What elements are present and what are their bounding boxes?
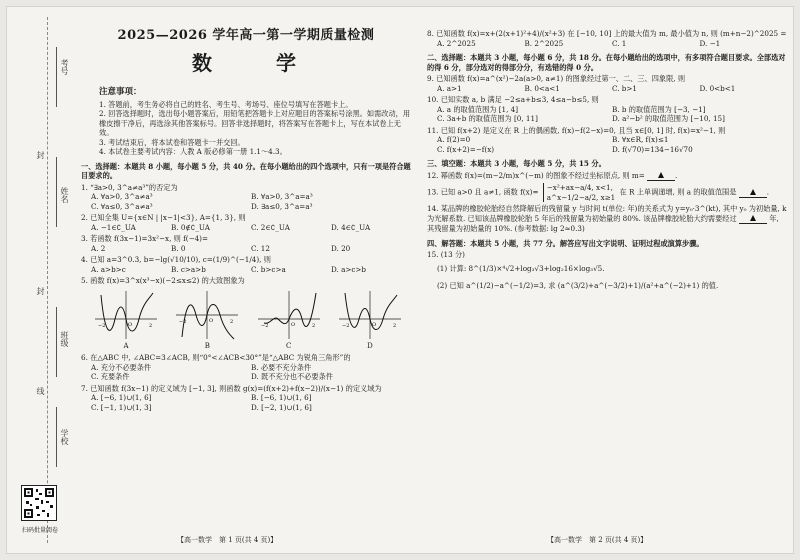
answer-blank [647,171,675,182]
option-b: B. 0 [171,243,186,253]
option-d: D. a²−b² 的取值范围为 [−10, 15] [612,114,725,123]
option-a: A. [−6, 1)∪(1, 6] [91,393,152,402]
option-d: D. 4∈∁_UA [331,222,371,232]
binding-dashed-line [47,17,48,543]
option-b: B. 0∉∁_UA [171,222,210,232]
origin-label: O [209,317,214,324]
field-label-school: 学校 [60,429,69,445]
option-a: A. ∀a>0, 3^a≠a³ [91,192,153,202]
answer-blank [739,188,767,199]
axis-tick-label: 2 [149,322,153,329]
option-d: D. 20 [331,243,351,253]
piecewise-function [543,183,615,202]
option-c: C. 3a+b 的取值范围为 [0, 11] [437,114,538,123]
axis-tick-label: 2 [311,322,315,329]
question-stem: 10. 已知实数 a, b 满足 −2≤a+b≤3, 4≤a−b≤5, 则 [427,95,599,104]
question-6 [81,353,411,382]
exam-title: 2025—2026 学年高一第一学期质量检测 [117,28,375,43]
notice-heading: 注意事项： [99,86,142,97]
question-stem-tail: 年, 其残留量为初始量的 10%. (参考数据: lg 2≈0.3) [427,213,779,233]
question-9 [427,74,787,93]
axis-tick-label: −2 [179,318,187,325]
option-c: C. 2∈∁_UA [251,222,290,232]
qr-label: 扫码批量阅卷 [21,527,58,534]
question-stem-tail: 在 R 上单调递增, 则 a 的取值范围是 [619,187,737,197]
option-d: D. −1 [699,38,721,48]
field-line-name [56,157,57,227]
graph-label: A [123,341,129,350]
option-c: C. f(x+2)=−f(x) [437,144,495,154]
field-label-class: 班级 [60,331,69,347]
question-stem: 4. 已知 a=3^0.3, b=−lg(√10/10), c=(1/9)^(−1/4), 则 [81,255,271,265]
triangle-icon [658,172,664,178]
graph-option-b [174,289,240,351]
origin-label: O [128,321,133,328]
option-a: A. a 的取值范围为 [1, 4] [437,104,519,114]
option-a: A. 2 [91,243,106,253]
qr-code-icon [21,485,57,521]
answer-blank [739,214,767,225]
notice-block [81,87,411,157]
notice-item: 4. 本试卷主要考试内容：人教 A 版必修第一册 1.1～4.3。 [99,147,287,157]
question-stem: 6. 在△ABC 中, ∠ABC=3∠ACB, 则“0°<∠ACB<30°”是“△ABC 为锐角三角形”的 [81,353,351,362]
option-d: D. ∃a≤0, 3^a=a³ [251,201,313,211]
option-b: B. 2^2025 [524,38,564,48]
option-c: C. 1 [612,38,627,48]
page-1 [81,27,411,412]
graph-label: D [367,341,373,350]
option-c: C. ∀a≤0, 3^a≠a³ [91,201,153,211]
axis-tick-label: 2 [392,322,397,329]
graph-option-a [93,289,159,351]
option-c: C. b>c>a [251,264,286,274]
question-part-1: (1) 计算: 8^(1/3)×⁴√2+log₃√3+log₂16×log₃√5. [437,263,605,273]
question-stem: 2. 已知全集 U={x∈N | |x−1|<3}, A={1, 3}, 则 [81,213,246,223]
section-4-heading: 四、解答题：本题共 5 小题，共 77 分。解答应写出文字说明、证明过程或演算步骤。 [427,238,704,248]
question-1 [81,183,411,212]
option-b: B. 0<a<1 [524,83,560,93]
field-label-kaohao: 考号 [60,59,69,75]
seal-char: 封 [36,151,45,159]
question-part-2: (2) 已知 a^(1/2)−a^(−1/2)=3, 求 (a^(3/2)+a^(−3/2)+1)/(a²+a^(−2)+1) 的值. [437,281,719,290]
question-3 [81,234,411,253]
notice-item: 3. 考试结束后，将本试卷和答题卡一并交回。 [99,137,245,147]
option-d: D. 既不充分也不必要条件 [251,372,333,381]
axis-tick-label: −2 [260,322,269,329]
question-stem: 11. 已知 f(x+2) 是定义在 R 上的偶函数, f(x)−f(2−x)=0, 且当 x∈[0, 1] 时, f(x)=x²−1, 则 [427,125,726,135]
option-a: A. a>b>c [91,264,126,274]
field-line-class [56,307,57,377]
field-line-kaohao [56,47,57,107]
field-label-name: 姓名 [60,187,69,203]
seal-char: 封 [36,287,45,295]
piece-1: −x²+ax−a/4, x<1, [546,183,613,192]
section-2-heading: 二、选择题：本题共 3 小题，每小题 6 分，共 18 分。在每小题给出的选项中，有多项符合题目要求。全部选对的得 6 分，部分选对的得部分分，有选错的得 0 分。 [427,53,786,72]
piece-2: a^x−1/2−a/2, x≥1 [546,192,616,202]
question-14 [427,204,787,234]
question-stem: 7. 已知函数 f(3x−1) 的定义域为 [−1, 3], 则函数 g(x)=(f(x+2)+f(x−2))/(x−1) 的定义域为 [81,383,382,393]
question-15 [427,250,787,291]
triangle-icon [750,189,756,195]
option-c: C. 12 [251,243,270,253]
question-8 [427,29,787,48]
line-char: 线 [36,387,45,395]
origin-label: O [371,321,377,328]
option-c: C. 充要条件 [91,372,130,381]
option-b: B. c>a>b [171,264,206,274]
question-10 [427,95,787,124]
question-stem: 3. 若函数 f(3x−1)=3x²−x, 则 f(−4)= [81,234,209,244]
option-c: C. b>1 [612,83,638,93]
page-2 [427,27,787,291]
option-d: D. [−2, 1)∪(1, 6] [251,402,312,412]
graph-label: B [204,341,210,350]
binding-strip [7,7,75,553]
question-stem: 15. (13 分) [427,250,465,259]
triangle-icon [750,215,756,221]
question-stem: 8. 已知函数 f(x)=x+(2(x+1)²+4)/(x²+3) 在 [−10, 10] 上的最大值为 m, 最小值为 n, 则 (m+n−2)^2025 = [427,29,787,38]
question-stem: 13. 已知 a>0 且 a≠1, 函数 f(x)= [427,187,539,197]
exam-sheet [6,6,794,554]
axis-tick-label: 2 [230,318,234,325]
field-line-school [56,407,57,467]
question-stem: 12. 幂函数 f(x)=(m−2/m)x^(−m) 的图象不经过坐标原点, 则 m= [427,170,645,180]
option-a: A. f(2)=0 [437,135,471,144]
option-d: D. f(√70)=134−16√70 [612,144,693,154]
option-d: D. a>c>b [331,264,367,274]
section-3-heading: 三、填空题：本题共 3 小题，每小题 5 分，共 15 分。 [427,159,606,168]
notice-item: 2. 回答选择题时，选出每小题答案后，用铅笔把答题卡上对应题目的答案标号涂黑。如需改动，用橡皮擦干净后，再选涂其他答案标号。回答非选择题时，将答案写在答题卡上，写在本试卷上无效。 [99,109,411,138]
page-footer-left: 【高一数学 第 1 页(共 4 页)】 [177,536,278,544]
question-12: 12. 幂函数 f(x)=(m−2/m)x^(−m) 的图象不经过坐标原点, 则 m= . [427,170,678,180]
option-b: B. [−6, 1)∪(1, 6] [251,393,312,402]
question-13: 13. 已知 a>0 且 a≠1, 函数 f(x)= −x²+ax−a/4, x<1, a^x−1/2−a/2, x≥1 在 R 上单调递增, 则 a 的取值范围是 . [427,183,769,202]
question-4 [81,255,411,274]
question-7 [81,384,411,413]
option-b: B. 必要不充分条件 [251,362,312,372]
question-11 [427,126,787,155]
question-stem: 14. 某品牌的橡胶轮胎经自然降解后的残留量 y 与时间 t(单位: 年)的关系式为 y=y₀·3^(kt), 其中 y₀ 为初始量, k 为光解系数. 已知该品牌橡胶轮胎 5 年后的残留量为初始量的 80%. 该品牌橡胶轮胎大约需要经过 [427,204,787,223]
page-footer-right: 【高一数学 第 2 页(共 4 页)】 [547,536,648,544]
option-c: C. [−1, 1)∪(1, 3] [91,402,152,412]
option-b: B. ∀a>0, 3^a=a³ [251,192,313,202]
question-5 [81,276,411,351]
option-a: A. −1∈∁_UA [91,222,136,232]
option-a: A. 2^2025 [437,38,476,48]
question-2 [81,213,411,232]
graph-option-c [256,289,322,351]
subject-title: 数 学 [192,51,318,76]
axis-tick-label: −2 [98,322,106,329]
option-b: B. ∀x∈R, f(x)≤1 [612,135,669,144]
question-stem: 9. 已知函数 f(x)=a^(x²)−2a(a>0, a≠1) 的图象经过第一、二、三、四象限, 则 [427,74,686,83]
question-stem: 1. “∃a>0, 3^a≠a³”的否定为 [81,182,178,192]
axis-tick-label: −2 [341,322,350,329]
section-1-heading: 一、选择题：本题共 8 小题，每小题 5 分，共 40 分。在每小题给出的四个选项中，只有一项是符合题目要求的。 [81,161,411,181]
origin-label: O [290,321,295,328]
option-d: D. 0<b<1 [699,83,736,93]
option-b: B. b 的取值范围为 [−3, −1] [612,104,706,114]
option-a: A. a>1 [437,83,462,93]
graph-label: C [285,341,292,350]
question-stem: 5. 函数 f(x)=3^x(x³−x)(−2≤x≤2) 的大致图象为 [81,276,245,286]
notice-item: 1. 答题前，考生务必将自己的姓名、考生号、考场号、座位号填写在答题卡上。 [99,99,353,109]
graph-option-d [337,289,403,351]
graph-options [93,289,403,351]
option-a: A. 充分不必要条件 [91,362,152,372]
